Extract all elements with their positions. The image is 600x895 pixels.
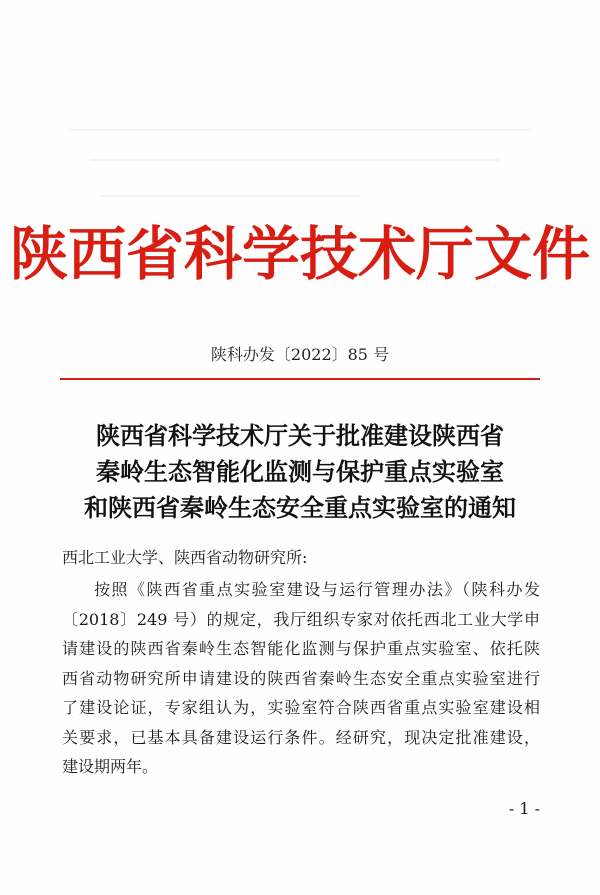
body-line: 〔2018〕249 号）的规定，我厅组织专家对依托西北工业大学申 (62, 609, 540, 629)
addressee: 西北工业大学、陕西省动物研究所: (62, 548, 308, 567)
body-line: 按照《陕西省重点实验室建设与运行管理办法》（陕科办发 (94, 580, 540, 599)
notice-title-line: 陕西省科学技术厅关于批准建设陕西省 (96, 421, 504, 450)
body-line: 了建设论证，专家组认为，实验室符合陕西省重点实验室建设相 (62, 698, 540, 717)
notice-title-line: 秦岭生态智能化监测与保护重点实验室 (96, 457, 504, 486)
show-through-artifact (60, 108, 540, 218)
body-paragraph (62, 575, 540, 782)
notice-title (0, 418, 600, 526)
page-number: - 1 - (508, 799, 540, 818)
body-line: 关要求，已基本具备建设运行条件。经研究，现决定批准建设， (62, 727, 540, 747)
body-line: 请建设的陕西省秦岭生态智能化监测与保护重点实验室、依托陕 (62, 639, 540, 658)
body-line: 建设期两年。 (62, 757, 159, 776)
notice-title-line: 和陕西省秦岭生态安全重点实验室的通知 (84, 493, 516, 522)
body-line: 西省动物研究所申请建设的陕西省秦岭生态安全重点实验室进行 (62, 668, 540, 688)
document-number: 陕科办发〔2022〕85 号 (210, 345, 390, 364)
document-header-title: 陕西省科学技术厅文件 (9, 220, 590, 288)
red-separator-line (60, 378, 540, 380)
